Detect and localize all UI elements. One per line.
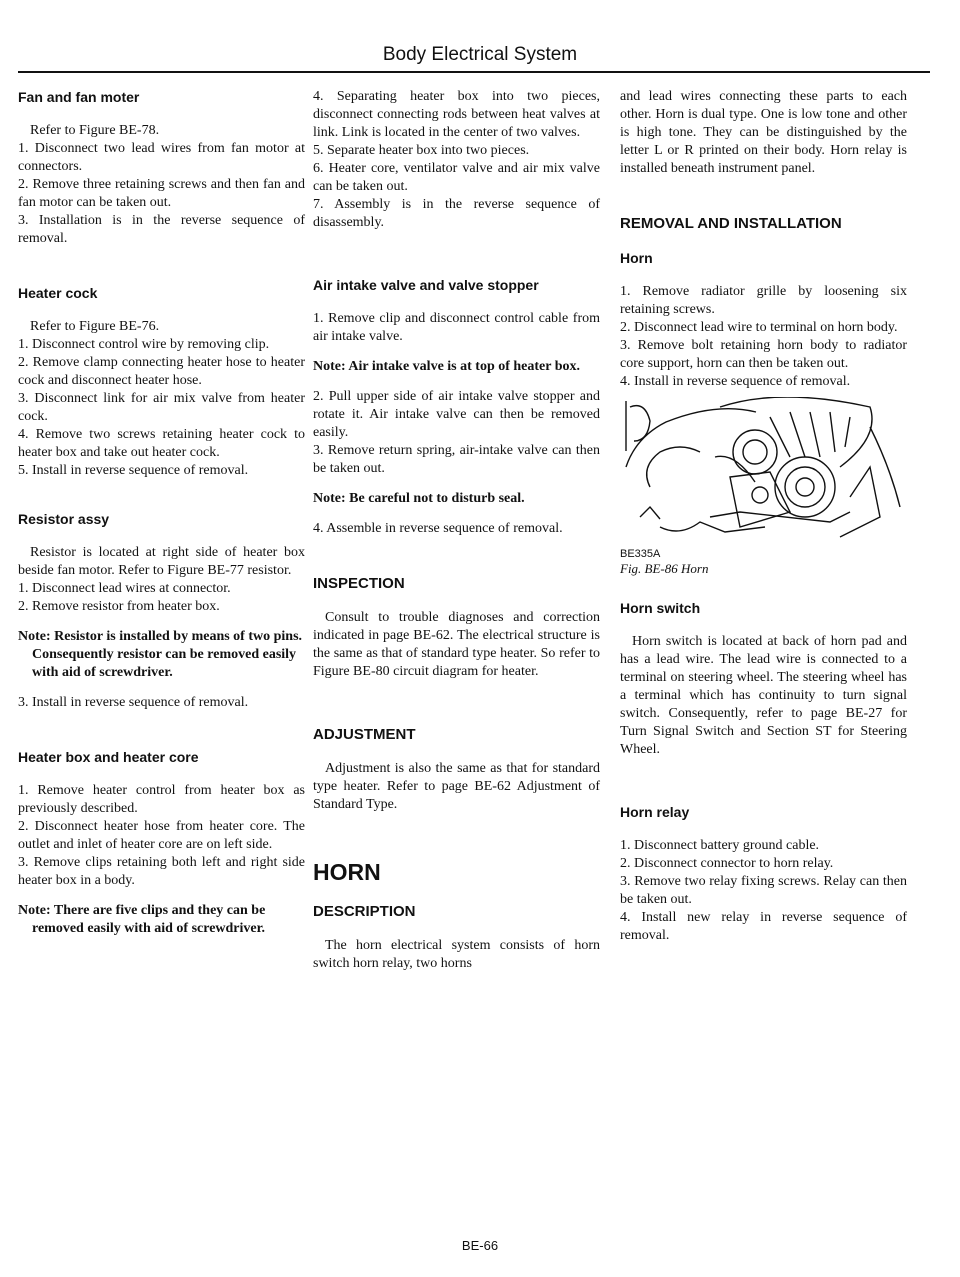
- section-heading-air-intake: Air intake valve and valve stopper: [313, 277, 539, 293]
- paragraph: and lead wires connecting these parts to each other. Horn is dual type. One is low tone and other is high tone. They can be distinguished by the letter L or R printed on their body. Horn relay is installed beneath instrument panel.: [620, 89, 907, 176]
- step: 4. Assemble in reverse sequence of removal.: [313, 521, 563, 536]
- step: 2. Pull upper side of air intake valve stopper and rotate it. Air intake valve can then be removed easily.: [313, 389, 600, 440]
- step: 2. Remove clamp connecting heater hose to heater cock and disconnect heater hose.: [18, 355, 305, 388]
- column-middle: [313, 88, 600, 973]
- note: Note: Resistor is installed by means of two pins. Consequently resistor can be removed easily with aid of screwdriver.: [18, 629, 303, 680]
- section-heading-removal: REMOVAL AND INSTALLATION: [620, 215, 842, 232]
- figure-code: BE335A: [620, 548, 661, 560]
- section-heading-fan: Fan and fan moter: [18, 89, 140, 105]
- paragraph: Resistor is located at right side of heater box beside fan motor. Refer to Figure BE-77 resistor.: [18, 545, 305, 578]
- horn-figure: [620, 397, 907, 547]
- step: 4. Separating heater box into two pieces, disconnect connecting rods between heat valves at link. Link is located in the center of two valves.: [313, 89, 600, 140]
- step: 2. Remove resistor from heater box.: [18, 599, 220, 614]
- paragraph: Adjustment is also the same as that for standard type heater. Refer to page BE-62 Adjustment of Standard Type.: [313, 761, 600, 812]
- step: 4. Install new relay in reverse sequence of removal.: [620, 910, 907, 943]
- step: 2. Remove three retaining screws and then fan and fan motor can be taken out.: [18, 177, 305, 210]
- page-number: BE-66: [461, 1238, 499, 1253]
- section-heading-heater-box: Heater box and heater core: [18, 749, 199, 765]
- section-heading-adjustment: ADJUSTMENT: [313, 726, 416, 743]
- step: 1. Disconnect battery ground cable.: [620, 838, 820, 853]
- step: 3. Disconnect link for air mix valve from heater cock.: [18, 391, 305, 424]
- step: 5. Separate heater box into two pieces.: [313, 143, 530, 158]
- section-heading-resistor: Resistor assy: [18, 511, 110, 527]
- header-divider: [18, 71, 930, 73]
- subheading-horn-switch: Horn switch: [620, 600, 701, 616]
- step: 2. Disconnect connector to horn relay.: [620, 856, 834, 871]
- step: 1. Disconnect control wire by removing clip.: [18, 337, 270, 352]
- column-left: [18, 88, 305, 938]
- section-heading-description: DESCRIPTION: [313, 903, 416, 920]
- step: 5. Install in reverse sequence of removal.: [18, 463, 249, 478]
- note: Note: Air intake valve is at top of heater box.: [313, 359, 581, 374]
- step: 1. Remove clip and disconnect control cable from air intake valve.: [313, 311, 600, 344]
- chapter-heading-horn: HORN: [313, 859, 381, 885]
- paragraph: The horn electrical system consists of horn switch horn relay, two horns: [313, 938, 600, 971]
- note: Note: There are five clips and they can be removed easily with aid of screwdriver.: [18, 903, 266, 936]
- step: 2. Disconnect heater hose from heater core. The outlet and inlet of heater core are on left side.: [18, 819, 305, 852]
- step: 1. Remove heater control from heater box as previously described.: [18, 783, 305, 816]
- step: 2. Disconnect lead wire to terminal on horn body.: [620, 320, 898, 335]
- section-heading-heater-cock: Heater cock: [18, 285, 98, 301]
- step: 3. Remove bolt retaining horn body to radiator core support, horn can then be taken out.: [620, 338, 907, 371]
- step: 6. Heater core, ventilator valve and air mix valve can be taken out.: [313, 161, 600, 194]
- step: 1. Remove radiator grille by loosening six retaining screws.: [620, 284, 907, 317]
- subheading-horn: Horn: [620, 250, 653, 266]
- step: 1. Disconnect lead wires at connector.: [18, 581, 231, 596]
- step: 3. Remove two relay fixing screws. Relay can then be taken out.: [620, 874, 907, 907]
- step: 3. Installation is in the reverse sequence of removal.: [18, 213, 305, 246]
- note: Note: Be careful not to disturb seal.: [313, 491, 525, 506]
- step: 3. Remove clips retaining both left and right side heater box in a body.: [18, 855, 305, 888]
- figure-caption: Fig. BE-86 Horn: [620, 561, 709, 576]
- paragraph: Refer to Figure BE-76.: [30, 319, 160, 334]
- page-header-title: Body Electrical System: [382, 44, 578, 65]
- subheading-horn-relay: Horn relay: [620, 804, 690, 820]
- column-right: [620, 88, 907, 945]
- paragraph: Horn switch is located at back of horn pad and has a lead wire. The lead wire is connected to a terminal on steering wheel. The steering wheel has a terminal which has continuity to turn signal switch. Consequently, refer to page BE-27 for Turn Signal Switch and Section ST for Steering Wheel.: [620, 634, 907, 757]
- section-heading-inspection: INSPECTION: [313, 575, 405, 592]
- step: 4. Remove two screws retaining heater cock to heater box and take out heater cock.: [18, 427, 305, 460]
- step: 7. Assembly is in the reverse sequence of disassembly.: [313, 197, 600, 230]
- step: 3. Remove return spring, air-intake valve can then be taken out.: [313, 443, 600, 476]
- step: 3. Install in reverse sequence of removal.: [18, 695, 249, 710]
- step: 4. Install in reverse sequence of removal.: [620, 374, 851, 389]
- horn-illustration: [620, 397, 907, 547]
- paragraph: Refer to Figure BE-78.: [30, 123, 160, 138]
- paragraph: Consult to trouble diagnoses and correction indicated in page BE-62. The electrical structure is the same as that of standard type heater. So refer to Figure BE-80 circuit diagram for heater.: [313, 610, 600, 679]
- step: 1. Disconnect two lead wires from fan motor at connectors.: [18, 141, 305, 174]
